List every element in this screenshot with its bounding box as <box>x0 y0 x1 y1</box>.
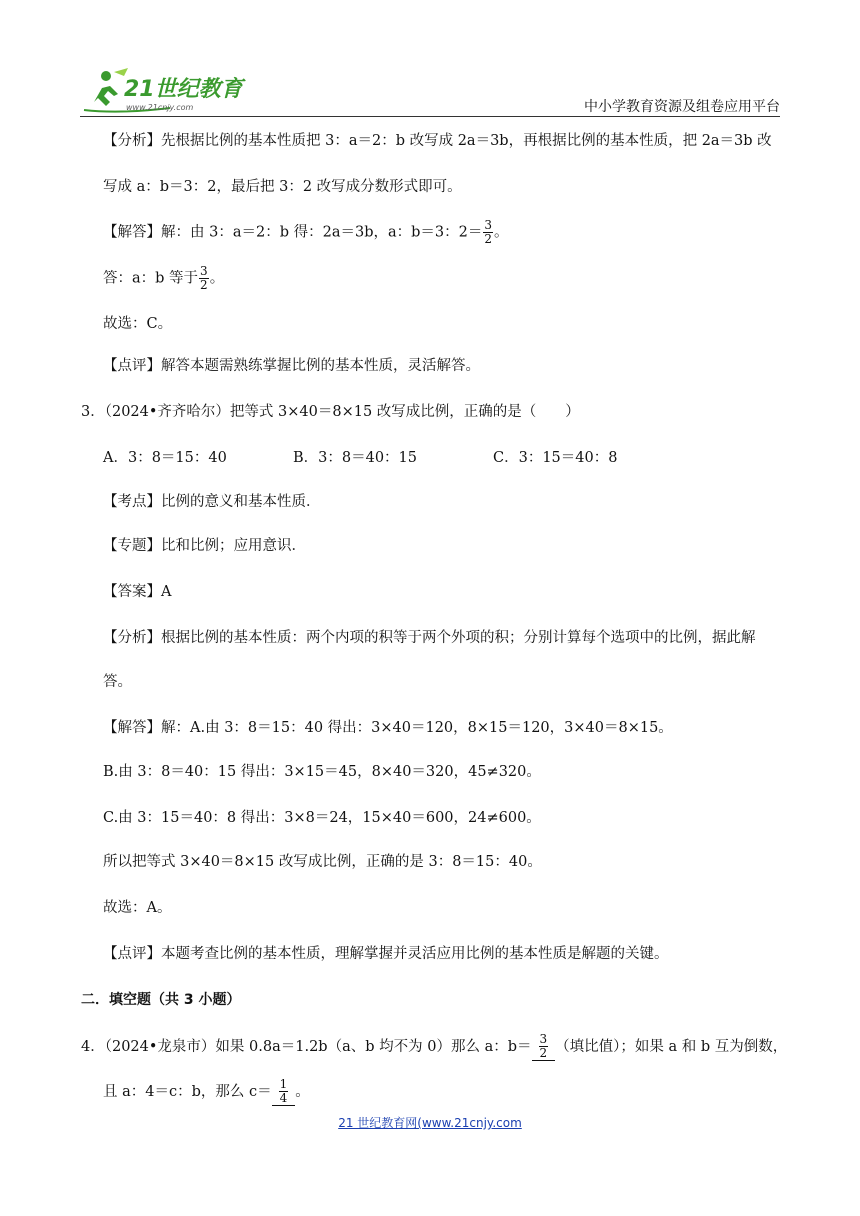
q3-zhuanti: 【专题】比和比例；应用意识． <box>103 538 306 554</box>
q4-blank-1: $\frac{3}{2}$ <box>532 1033 556 1061</box>
q3-analysis-line2: 答。 <box>103 674 132 690</box>
q4-line1: 4．（2024•龙泉市）如果 0.8a＝1.2b（a、b 均不为 0）那么 a：b＝ $\frac{3}{2}$ （填比值）；如果 a 和 b 互为倒数， <box>81 1032 788 1060</box>
q3-solution-b: B.由 3：8＝40：15 得出：3×15＝45，8×40＝320，45≠320。 <box>103 764 541 780</box>
q2-choice: 故选：C。 <box>103 316 173 332</box>
q3-answer: 【答案】A <box>103 584 172 600</box>
q2-solution: 【解答】解：由 3：a＝2：b 得：2a＝3b，a：b＝3：2＝ $\frac{3}{2}$ 。 <box>103 218 509 246</box>
q2-answer: 答：a：b 等于 $\frac{3}{2}$ 。 <box>103 264 225 292</box>
q2-comment: 【点评】解答本题需熟练掌握比例的基本性质，灵活解答。 <box>103 358 480 374</box>
page-footer <box>0 1114 860 1131</box>
svg-text:www.21cnjy.com: www.21cnjy.com <box>126 103 194 112</box>
q3-kaodian: 【考点】比例的意义和基本性质． <box>103 494 321 510</box>
header-rule <box>80 116 780 117</box>
q3-choice: 故选：A。 <box>103 900 172 916</box>
q3-conclusion: 所以把等式 3×40＝8×15 改写成比例，正确的是 3：8＝15：40。 <box>103 854 542 870</box>
q3-stem: 3．（2024•齐齐哈尔）把等式 3×40＝8×15 改写成比例，正确的是（ ） <box>81 404 580 420</box>
svg-text:21世纪教育: 21世纪教育 <box>124 77 243 102</box>
q3-option-c: C．3：15＝40：8 <box>493 450 618 466</box>
q3-solution-a: 【解答】解：A.由 3：8＝15：40 得出：3×40＝120，8×15＝120，3×40＝8×15。 <box>103 720 673 736</box>
q3-options <box>103 448 617 468</box>
q3-option-a: A．3：8＝15：40 <box>103 450 227 466</box>
q3-solution-c: C.由 3：15＝40：8 得出：3×8＝24，15×40＝600，24≠600。 <box>103 810 541 826</box>
fraction-3-2: $\frac{3}{2}$ <box>200 264 208 292</box>
q3-option-b: B．3：8＝40：15 <box>293 450 418 466</box>
q4-blank-2: $\frac{1}{4}$ <box>272 1078 296 1106</box>
q4-line2: 且 a：4＝c：b，那么 c＝ $\frac{1}{4}$ 。 <box>103 1077 310 1105</box>
footer-link[interactable]: 21 世纪教育网(www.21cnjy.com <box>338 1116 522 1130</box>
21cnjy-logo <box>80 66 260 116</box>
section-title: 二．填空题（共 3 小题） <box>81 992 241 1008</box>
q2-analysis-line1: 【分析】先根据比例的基本性质把 3：a＝2：b 改写成 2a＝3b，再根据比例的基本性质，把 2a＝3b 改 <box>103 133 772 149</box>
q2-analysis-line2: 写成 a：b＝3：2，最后把 3：2 改写成分数形式即可。 <box>103 179 462 195</box>
fraction-3-2: $\frac{3}{2}$ <box>484 218 492 246</box>
page-header <box>80 62 780 120</box>
q3-analysis-line1: 【分析】根据比例的基本性质：两个内项的积等于两个外项的积；分别计算每个选项中的比例，据此解 <box>103 630 756 646</box>
q3-comment: 【点评】本题考查比例的基本性质，理解掌握并灵活应用比例的基本性质是解题的关键。 <box>103 946 669 962</box>
platform-name: 中小学教育资源及组卷应用平台 <box>584 99 780 115</box>
